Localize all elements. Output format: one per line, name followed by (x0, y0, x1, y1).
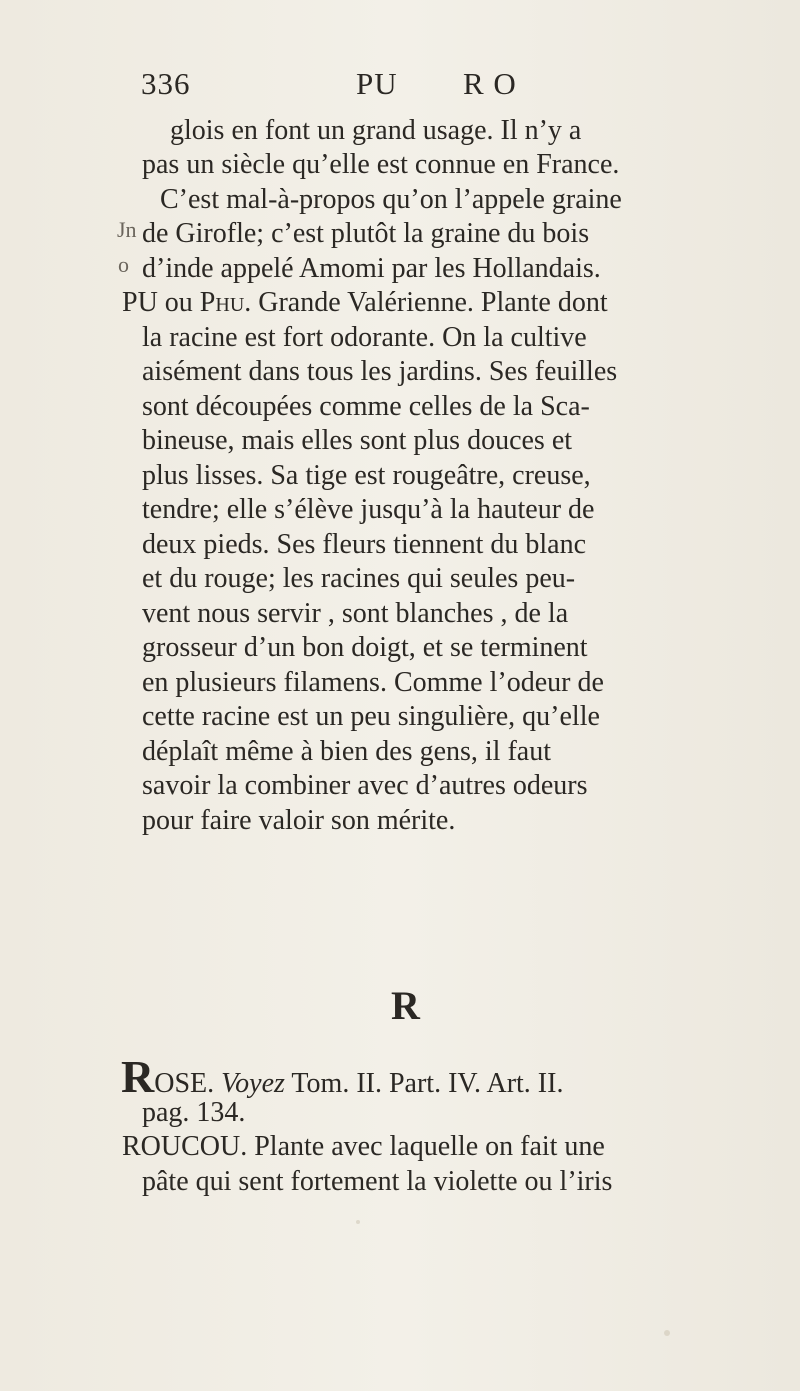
rose-heading-line (121, 1051, 564, 1102)
text-line: pour faire valoir son mérite. (142, 805, 456, 836)
page-header (141, 66, 661, 106)
phu-word: Phu (199, 287, 245, 318)
margin-mark: o (118, 252, 129, 277)
text-line: plus lisses. Sa tige est rougeâtre, creuse, (142, 460, 591, 491)
text-line: savoir la combiner avec d’autres odeurs (142, 770, 588, 801)
text-line: bineuse, mais elles sont plus douces et (142, 425, 573, 456)
paper-spot (356, 1220, 360, 1224)
margin-mark: Jn (117, 217, 137, 242)
text-line: sont découpées comme celles de la Sca- (142, 391, 590, 422)
text-line: grosseur d’un bon doigt, et se terminent (142, 632, 588, 663)
text-line: pag. 134. (142, 1097, 246, 1128)
entry-heading-line: PU ou Phu. Grande Valérienne. Plante dont (122, 287, 608, 318)
text-line: d’inde appelé Amomi par les Hollandais. (142, 253, 601, 284)
text-line: et du rouge; les racines qui seules peu- (142, 563, 576, 594)
running-head-left: PU (356, 66, 398, 101)
rose-reference: Tom. II. Part. IV. Art. II. (291, 1068, 564, 1099)
drop-initial: R (121, 1051, 155, 1102)
text-line: en plusieurs filamens. Comme l’odeur de (142, 667, 604, 698)
text-line: de Girofle; c’est plutôt la graine du bois (142, 218, 590, 249)
voyez-word: Voyez (221, 1068, 285, 1099)
roucou-text: Plante avec laquelle on fait une (254, 1131, 605, 1162)
roucou-head: ROUCOU. (122, 1131, 248, 1162)
page-number: 336 (141, 66, 191, 101)
paper-spot (664, 1330, 670, 1336)
text-line: C’est mal-à-propos qu’on l’appele graine (160, 184, 622, 215)
text-line: pas un siècle qu’elle est connue en France. (142, 149, 620, 180)
rose-head: OSE. (154, 1068, 215, 1099)
text-line: pâte qui sent fortement la violette ou l’iris (142, 1166, 613, 1197)
text-line: déplaît même à bien des gens, il faut (142, 736, 551, 767)
roucou-heading-line (122, 1130, 605, 1164)
section-letter: R (391, 983, 420, 1028)
text-line: cette racine est un peu singulière, qu’elle (142, 701, 600, 732)
text-line: vent nous servir , sont blanches , de la (142, 598, 569, 629)
running-head-right: R O (463, 66, 517, 101)
text-line: deux pieds. Ses fleurs tiennent du blanc (142, 529, 587, 560)
text-line: glois en font un grand usage. Il n’y a (170, 115, 582, 146)
text-line: la racine est fort odorante. On la cultive (142, 322, 587, 353)
text-line: aisément dans tous les jardins. Ses feuilles (142, 356, 618, 387)
text-line: tendre; elle s’élève jusqu’à la hauteur de (142, 494, 595, 525)
